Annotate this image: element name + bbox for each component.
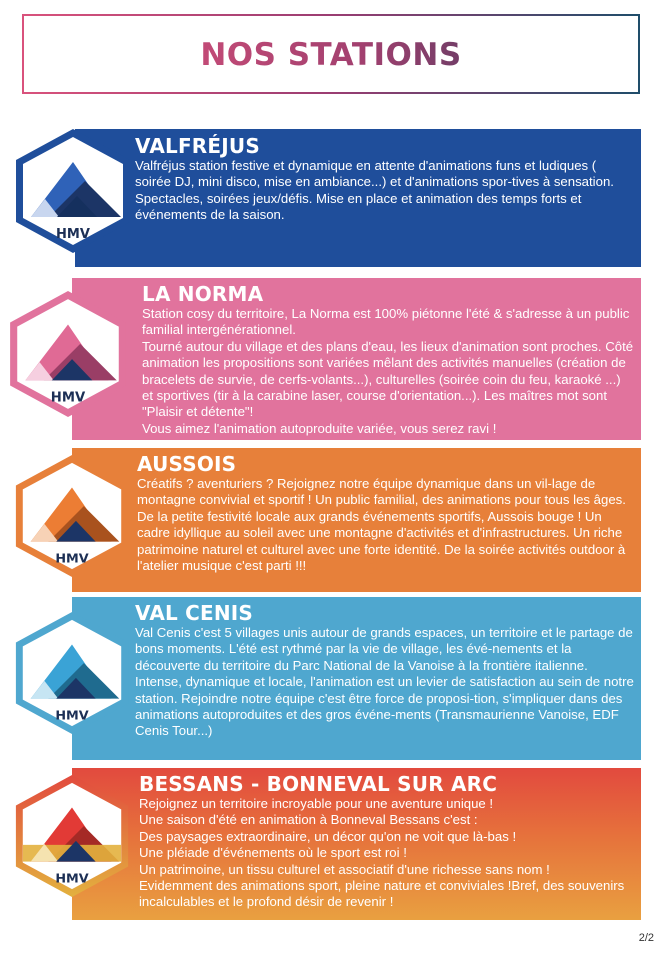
station-description: Créatifs ? aventuriers ? Rejoignez notre équipe dynamique dans un vil-lage de montagne convivial et sportif ! Un public familial, des animations pour tous les âges. De la petite festivité locale aux grands événements sportifs, Aussois bouge ! Un cadre idyllique au soleil avec une montagne d'activités et d'infrastructures. Un riche patrimoine naturel et culturel avec une forte identité. De la soirée activités outdoor à l'atelier musique c'est parti !!! <box>137 476 626 574</box>
station-description: Rejoignez un territoire incroyable pour une aventure unique ! Une saison d'été en animation à Bonneval Bessans c'est : Des paysages extraordinaire, un décor qu'on ne voit que là-bas ! Une pléiade d'événements où le sport est roi ! Un patrimoine, un tissu culturel et associatif d'une richesse sans nom ! Evidemment des animations sport, pleine nature et conviviales !Bref, des souvenirs incalculables et le profond désir de revenir ! <box>139 796 625 910</box>
badge-label: HMV <box>55 551 89 567</box>
station-name: BESSANS - BONNEVAL SUR ARC <box>139 772 498 796</box>
station-name: AUSSOIS <box>137 452 237 476</box>
badge-label: HMV <box>56 227 90 242</box>
station-badge <box>9 452 135 580</box>
station-name: LA NORMA <box>142 282 264 306</box>
station-badge <box>9 609 135 737</box>
station-panel <box>72 448 641 592</box>
station-name: VALFRÉJUS <box>135 134 260 158</box>
station-panel <box>72 597 641 760</box>
badge-label: HMV <box>55 708 89 724</box>
station-description: Val Cenis c'est 5 villages unis autour de grands espaces, un territoire et le partage de bons moments. L'été est rythmé par la vie de village, les évé-nements et la découverte du territoire du Parc National de la Vanoise à la frontière italienne. Intense, dynamique et locale, l'animation est un levier de satisfaction au sein de notre station. Rejoindre notre équipe c'est être force de proposi-tion, s'impliquer dans des animations autoproduites et des gros événe-ments (Transmaurienne Vanoise, EDF Cenis Tour...) <box>135 625 634 739</box>
page-number: 2/2 <box>638 932 654 944</box>
station-panel <box>72 768 641 920</box>
station-badge <box>3 288 133 420</box>
station-panel <box>72 278 641 440</box>
station-name: VAL CENIS <box>135 601 254 625</box>
badge-label: HMV <box>55 871 89 887</box>
station-description: Valfréjus station festive et dynamique en attente d'animations funs et ludiques ( soirée DJ, mini disco, mise en ambiance...) et d'animations spor-tives à sensation. Spectacles, soirées jeux/défis. Mise en place et animation des temps forts et événements de la saison. <box>135 158 614 223</box>
title-box <box>22 14 640 94</box>
page-title: NOS STATIONS <box>24 16 638 94</box>
station-badge <box>9 126 137 256</box>
station-badge <box>9 772 135 900</box>
badge-label: HMV <box>50 390 86 406</box>
station-description: Station cosy du territoire, La Norma est 100% piétonne l'été & s'adresse à un public familial intergénérationnel. Tourné autour du village et des plans d'eau, les lieux d'animation sont proches. Côté animation les propositions sont variées mêlant des activités manuelles (création de bracelets de survie, de cerfs-volants...), culturelles (soirée coin du feu, karaoké ...) et sportives (tir à la carabine laser, course d'orientation...). Les maîtres mot sont "Plaisir et détente"! Vous aimez l'animation autoproduite variée, vous serez ravi ! <box>142 306 634 436</box>
station-panel <box>75 129 641 267</box>
